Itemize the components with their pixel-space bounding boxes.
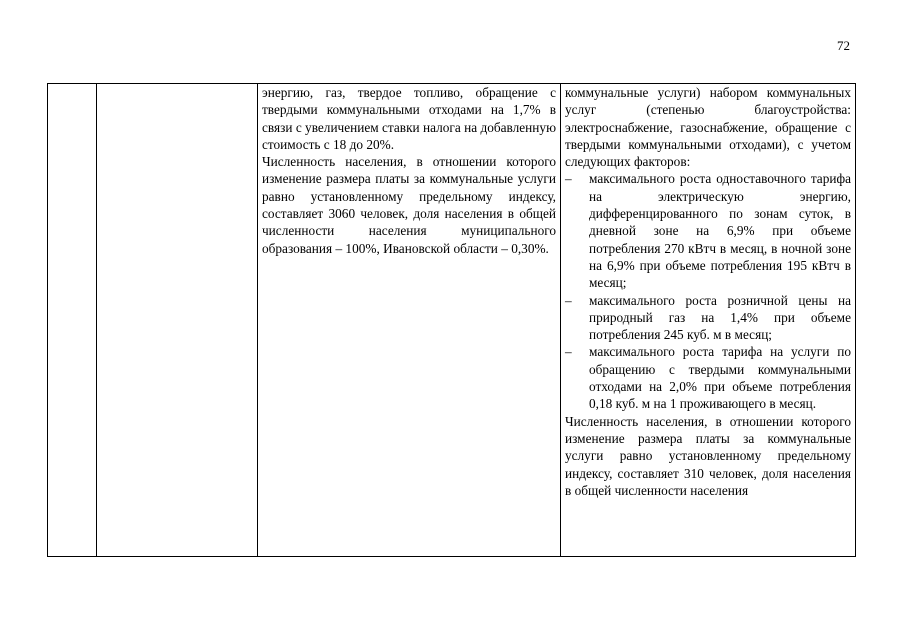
list-item-text: максимального роста розничной цены на природный газ на 1,4% при объеме потребления 245 куб. м в месяц; [589, 292, 851, 343]
list-item [565, 292, 851, 344]
document-table [47, 83, 856, 557]
table-cell-factors [561, 84, 856, 557]
list-item [565, 343, 851, 412]
list-item [565, 170, 851, 291]
dash-marker: – [565, 292, 572, 308]
col3-paragraph-2: Численность населения, в отношении которого изменение размера платы за коммунальные услуги равно установленному предельному индексу, составляет 3060 человек, доля населения в общей численности населения муниципального образования – 100%, Ивановской области – 0,30%. [262, 154, 556, 256]
page-number: 72 [837, 38, 850, 53]
dash-marker: – [565, 171, 572, 187]
dash-marker: – [565, 344, 572, 360]
table-cell-current-justification [258, 84, 561, 557]
factor-list [565, 170, 851, 412]
col4-closing: Численность населения, в отношении которого изменение размера платы за коммунальные услуги равно установленному предельному индексу, составляет 310 человек, доля населения в общей численности населения [565, 413, 851, 498]
col4-intro: коммунальные услуги) набором коммунальных услуг (степенью благоустройства: электроснабжение, газоснабжение, обращение с твердыми коммунальными отходами), с учетом следующих факторов: [565, 85, 851, 170]
table-cell-number [48, 84, 97, 557]
list-item-text: максимального роста тарифа на услуги по обращению с твердыми коммунальными отходами на 2,0% при объеме потребления 0,18 куб. м на 1 проживающего в месяц. [589, 344, 851, 412]
table-row [48, 84, 856, 557]
col3-paragraph-1: энергию, газ, твердое топливо, обращение с твердыми коммунальными отходами на 1,7% в связи с увеличением ставки налога на добавленную стоимость с 18 до 20%. [262, 85, 556, 152]
list-item-text: максимального роста одноставочного тарифа на электрическую энергию, дифференцированного по зонам суток, в дневной зоне на 6,9% при объеме потребления 270 кВтч в месяц, в ночной зоне на 6,9% при объеме потребления 195 кВтч в месяц; [589, 171, 851, 291]
table-cell-name [97, 84, 258, 557]
